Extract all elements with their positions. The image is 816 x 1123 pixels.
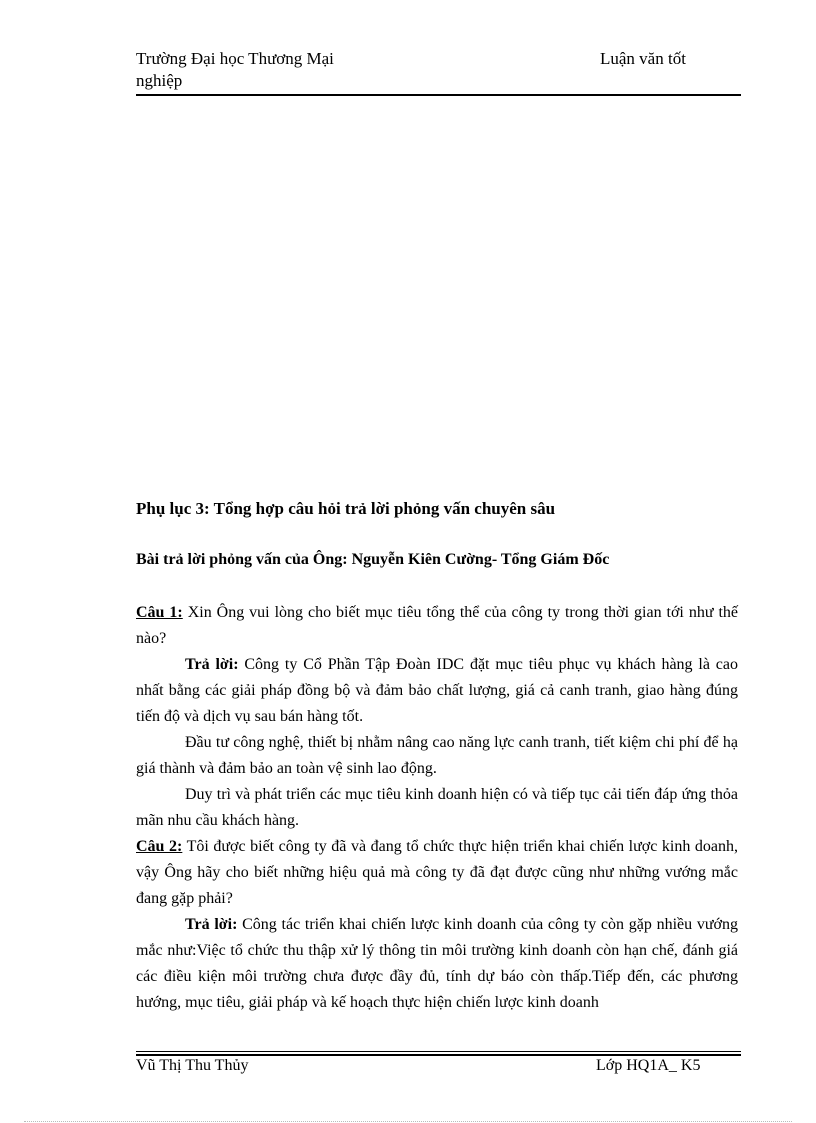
answer-1-paragraph-3: Duy trì và phát triển các mục tiêu kinh doanh hiện có và tiếp tục cải tiến đáp ứng thỏa mãn nhu cầu khách hàng.: [136, 786, 738, 829]
footer-divider: [136, 1051, 741, 1052]
answer-2-text: Công tác triển khai chiến lược kinh doanh của công ty còn gặp nhiều vướng mắc như:Việc tổ chức thu thập xử lý thông tin môi trường kinh doanh còn hạn chế, đánh giá các điều kiện môi trường chưa được đầy đủ, tính dự báo còn thấp.Tiếp đến, các phương hướng, mục tiêu, giải pháp và kế hoạch thực hiện chiến lược kinh doanh: [136, 916, 738, 1011]
question-2: [136, 834, 738, 912]
class-label: Lớp HQ1A_ K5: [596, 1057, 701, 1074]
answer-1-label: Trả lời:: [185, 656, 239, 673]
appendix-title: Phụ lục 3: Tổng hợp câu hỏi trả lời phỏng vấn chuyên sâu: [136, 499, 556, 518]
answer-1-text: Công ty Cổ Phần Tập Đoàn IDC đặt mục tiêu phục vụ khách hàng là cao nhất bằng các giải pháp đồng bộ và đảm bảo chất lượng, giá cả canh tranh, giao hàng đúng tiến độ và dịch vụ sau bán hàng tốt.: [136, 656, 739, 725]
question-2-label: Câu 2:: [136, 838, 183, 855]
page-bottom-edge: [24, 1121, 792, 1122]
author-name: Vũ Thị Thu Thủy: [136, 1057, 249, 1074]
question-1: [136, 600, 738, 652]
answer-1-paragraph-2: Đầu tư công nghệ, thiết bị nhằm nâng cao năng lực canh tranh, tiết kiệm chi phí để hạ giá thành và đảm bảo an toàn vệ sinh lao động.: [136, 734, 738, 777]
interview-title: Bài trả lời phỏng vấn của Ông: Nguyễn Kiên Cường- Tổng Giám Đốc: [136, 551, 610, 568]
answer-1: [136, 652, 738, 730]
question-2-text: Tôi được biết công ty đã và đang tổ chức thực hiện triển khai chiến lược kinh doanh, vậy Ông hãy cho biết những hiệu quả mà công ty đã đạt được cũng như những vướng mắc đang gặp phải?: [136, 838, 738, 907]
answer-2-label: Trả lời:: [185, 916, 238, 933]
question-1-text: Xin Ông vui lòng cho biết mục tiêu tổng thể của công ty trong thời gian tới như thế nào?: [136, 604, 739, 647]
answer-2: [136, 912, 738, 1016]
thesis-label: Luận văn tốt: [600, 49, 686, 68]
thesis-label-continued: nghiệp: [136, 71, 183, 90]
question-1-label: Câu 1:: [136, 604, 183, 621]
interview-body: [136, 600, 738, 1016]
page-header: [136, 48, 741, 96]
school-name: Trường Đại học Thương Mại: [136, 49, 334, 68]
